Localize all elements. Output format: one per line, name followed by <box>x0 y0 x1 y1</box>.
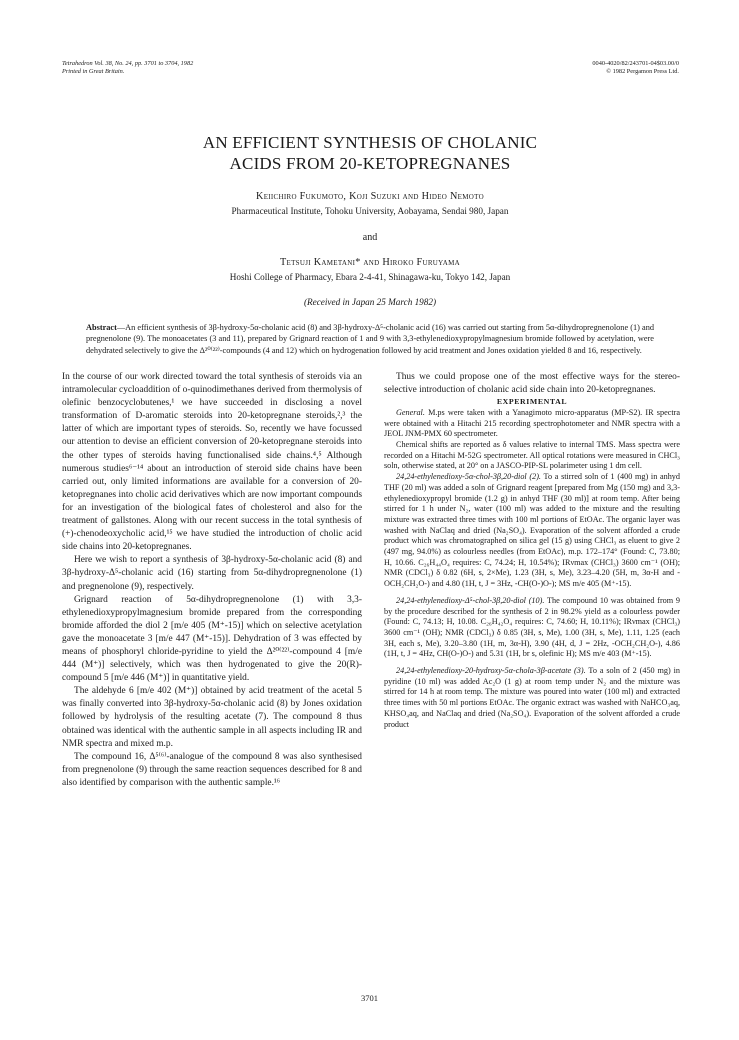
author-list-2: Tetsuji Kametani* and Hiroko Furuyama <box>280 257 460 268</box>
exp-text-1: M.ps were taken with a Yanagimoto micro-apparatus (MP-S2). IR spectra were obtained with a Hitachi 215 recording spectrophotometer and NMR spectra with a JEOL JNM-PMX 60 spectrometer. <box>384 407 680 439</box>
experimental-paragraph-1 <box>384 408 680 440</box>
exp-lead-3: 24,24-ethylenedioxy-5α-chol-3β,20-diol (2). <box>396 472 541 482</box>
code-line-1: 0040-4020/82/243701-04$03.00/0 <box>592 60 679 67</box>
abstract-lead: Abstract <box>86 323 117 332</box>
author-list-1: Keiichiro Fukumoto, Koji Suzuki and Hideo Nemoto <box>256 191 484 202</box>
exp-lead-4: 24,24-ethylenedioxy-Δ⁵-chol-3β,20-diol (10). <box>396 595 545 605</box>
exp-lead-1: General. <box>396 407 425 417</box>
experimental-paragraph-2 <box>384 440 680 472</box>
affiliation-2: Hoshi College of Pharmacy, Ebara 2-4-41, Shinagawa-ku, Tokyo 142, Japan <box>229 272 511 282</box>
experimental-paragraph-5 <box>384 666 680 730</box>
body-paragraph-2: Here we wish to report a synthesis of 3β-hydroxy-5α-cholanic acid (8) and 3β-hydroxy-Δ⁵-cholanic acid (16) starting from 5α-dihydropregnenolone (1) and pregnenolone (9), respectively. <box>62 555 362 592</box>
right-intro-paragraph: Thus we could propose one of the most effective ways for the stereo-selective introduction of cholanic acid side chain into 20-ketopregnanes. <box>384 372 680 396</box>
section-heading-experimental: EXPERIMENTAL <box>496 397 568 407</box>
paper-title <box>62 132 678 174</box>
title-line-1: AN EFFICIENT SYNTHESIS OF CHOLANIC <box>202 133 538 152</box>
page-number: 3701 <box>361 993 378 1003</box>
experimental-paragraph-3 <box>384 472 680 590</box>
code-line-2: © 1982 Pergamon Press Ltd. <box>606 68 679 75</box>
exp-text-5: To a soln of 2 (450 mg) in pyridine (10 ml) was added Ac₂O (1 g) at room temp under N₂ and the mixture was stirred for 14 h at room temp. The mixture was poured into water (100 ml) and extracted three times with 50 ml portions EtOAc. The organic extract was washed with NaHCO₃aq, KHSO₄aq, and NaClaq and dried (Na₂SO₄). Evaporation of the solvent afforded a crude product <box>384 666 681 729</box>
exp-text-3: To a stirred soln of 1 (400 mg) in anhyd THF (20 ml) was added a soln of Grignard reagent [prepared from Mg (150 mg) and 3,3-ethylenedioxypropyl bromide (1.2 g) in anhyd THF (30 ml)] at room temp. After being stirred for 1 h under N₂, water (100 ml) was added to the mixture and the resulting mixture was extracted three times with 100 ml portions of EtOAc. The organic layer was washed with NaClaq and dried (Na₂SO₄). Evaporation of the solvent afforded a crude product which was chromatographed on silica gel (15 g) using CHCl₃ as eluent to give 2 (497 mg, 94.0%) as colourless needles (from EtOAc), m.p. 172–174° (Found: C, 73.80; H, 10.66. C₂₆H₄₄O₄ requires: C, 74.24; H, 10.54%); IRνmax (CHCl₃) 3600 cm⁻¹ (OH); NMR (CDCl₃) δ 0.82 (6H, s, 2×Me), 1.23 (3H, s, Me), 3.23–4.20 (5H, m, 3α-H and -OCH₂CH₂O-) and 4.80 (1H, t, J = 3Hz, -CH(O-)O-); MS m/e 405 (M⁺-15). <box>384 472 680 589</box>
journal-citation <box>62 60 193 76</box>
experimental-paragraph-4 <box>384 596 680 660</box>
body-paragraph-5: The compound 16, Δ⁵⁽⁶⁾-analogue of the compound 8 was also synthesised from pregnenolone (9) through the same reaction sequences described for 8 and also identified by comparison with the authentic sample.¹⁶ <box>62 751 362 788</box>
abstract-text: —An efficient synthesis of 3β-hydroxy-5α-cholanic acid (8) and 3β-hydroxy-Δ⁵-cholanic acid (16) was carried out starting from 5α-dihydropregnenolone (1) and pregnenolone (9). The monoacetates (3 and 11), prepared by Grignard reaction of 1 and 9 with 3,3-ethylenedioxypropylmagnesium bromide followed by acetylation, were dehydrated selectively to give the Δ²⁰⁽²²⁾-compounds (4 and 12) which on hydrogenation followed by acid treatment and Jones oxidation yielded 8 and 16, respectively. <box>86 323 654 355</box>
received-date: (Received in Japan 25 March 1982) <box>303 297 437 307</box>
and-separator: and <box>362 232 378 243</box>
exp-text-2: Chemical shifts are reported as δ values relative to internal TMS. Mass spectra were recorded on a Hitachi M-52G spectrometer. All optical rotations were measured in CHCl₃ soln, otherwise stated, at 20° on a JASCO-PIP-SL polarimeter using 1 dm cell. <box>384 440 680 471</box>
journal-line-1: Tetrahedron Vol. 38, No. 24, pp. 3701 to 3704, 1982 <box>62 60 194 67</box>
journal-line-2: Printed in Great Britain. <box>62 68 125 75</box>
exp-lead-5: 24,24-ethylenedioxy-20-hydroxy-5α-chola-3β-acetate (3). <box>396 666 586 676</box>
left-column <box>62 371 362 790</box>
affiliation-1: Pharmaceutical Institute, Tohoku University, Aobayama, Sendai 980, Japan <box>231 206 509 216</box>
body-paragraph-1: In the course of our work directed toward the total synthesis of steroids via an intramolecular cycloaddition of o-quinodimethanes derived from thermolysis of olefinic benzocyclobutenes,¹ we have succeeded in disclosing a novel transformation of D-aromatic steroids into 20-ketopregnane steroids,²,³ the latter of which are important types of steroids. So, recently we have focussed our attention to devise an efficient conversion of 20-ketopregnane steroids into the other types of steroids having functionalised side chains.⁴,⁵ Although numerous studies⁶⁻¹⁴ about an introduction of steroid side chains have been carried out, only limited informations are available for a conversion of 20-ketopregnanes into cholic acid derivatives which are now important compounds for an investigation of the biological fates of cholesterol and also for the treatment of gallstones. Along with our recent success in the total synthesis of (+)-chenodeoxycholic acid,¹⁵ we have studied the introduction of cholic acid side chains into 20-ketopregnanes. <box>62 372 362 553</box>
article-code <box>592 60 679 76</box>
body-paragraph-4: The aldehyde 6 [m/e 402 (M⁺)] obtained by acid treatment of the acetal 5 was finally converted into 3β-hydroxy-5α-cholanic acid (8) by Jones oxidation followed by hydrolysis of the resulting acetate (7). The compound 8 thus obtained was identical with the authentic sample in all aspects including IR and NMR spectra and mixed m.p. <box>62 686 362 749</box>
right-column <box>384 371 680 730</box>
abstract <box>86 322 654 356</box>
exp-text-4: The compound 10 was obtained from 9 by the procedure described for the synthesis of 2 in 98.2% yield as a colourless powder (Found: C, 74.13; H, 10.08. C₂₆H₄₂O₄ requires: C, 74.60; H, 10.11%); IRνmax (CHCl₃) 3600 cm⁻¹ (OH); NMR (CDCl₃) δ 0.85 (3H, s, Me), 1.00 (3H, s, Me), 1.11, 1.25 (each 3H, each s, Me), 3.20–3.80 (1H, m, 3α-H), 3.90 (4H, d, J = 2Hz, -OCH₂CH₂O-), 4.86 (1H, t, J = 4Hz, CH(O-)O-) and 5.31 (1H, br s, olefinic H); MS m/e 403 (M⁺-15). <box>384 595 680 659</box>
title-line-2: ACIDS FROM 20-KETOPREGNANES <box>229 154 511 173</box>
body-paragraph-3: Grignard reaction of 5α-dihydropregnenolone (1) with 3,3-ethylenedioxypropylmagnesium bromide prepared from the corresponding bromide afforded the diol 2 [m/e 405 (M⁺-15)] which on selective acetylation gave the monoacetate 3 [m/e 447 (M⁺-15)]. Dehydration of 3 was effected by means of phosphoryl chloride-pyridine to yield the Δ²⁰⁽²²⁾-compound 4 [m/e 444 (M⁺)] selectively, which was then hydrogenated to give the 20(R)-compound 5 [m/e 446 (M⁺)] in quantitative yield. <box>62 594 362 684</box>
